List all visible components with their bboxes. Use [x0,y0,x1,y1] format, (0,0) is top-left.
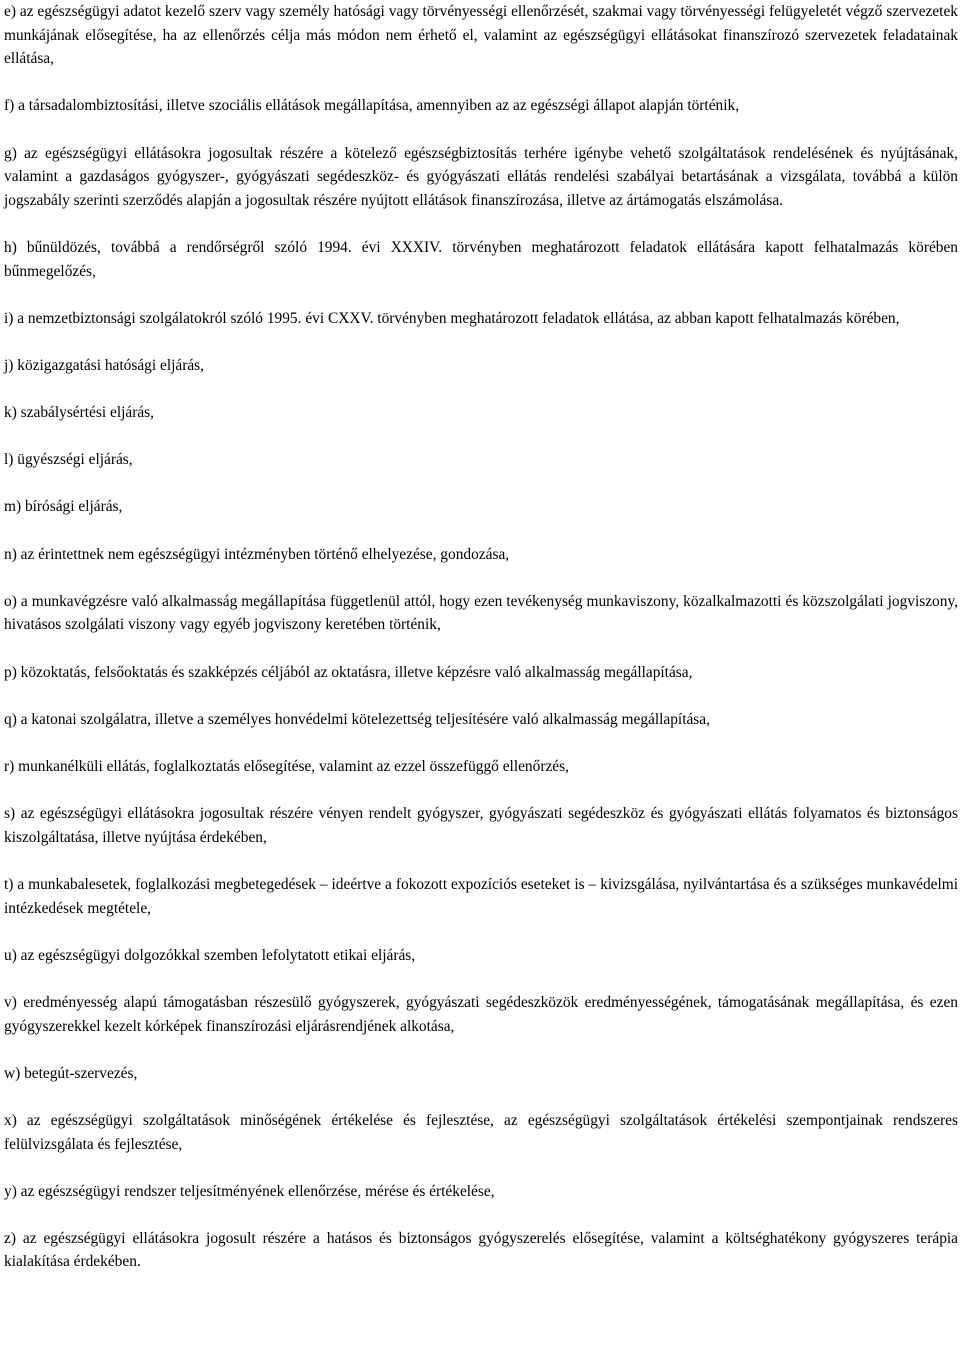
paragraph-h: h) bűnüldözés, továbbá a rendőrségről szóló 1994. évi XXXIV. törvényben meghatározott feladatok ellátására kapott felhatalmazás körében bűnmegelőzés, [4,238,958,280]
document-page [4,0,958,1274]
paragraph-y: y) az egészségügyi rendszer teljesítményének ellenőrzése, mérése és értékelése, [4,1182,495,1200]
paragraph-o: o) a munkavégzésre való alkalmasság megállapítása függetlenül attól, hogy ezen tevékenység munkaviszony, közalkalmazotti és közszolgálati jogviszony, hivatásos szolgálati viszony vagy egyéb jogviszony keretében történik, [4,592,958,634]
paragraph-e: e) az egészségügyi adatot kezelő szerv vagy személy hatósági vagy törvényességi ellenőrzését, szakmai vagy törvényességi felügyeletét végző szervezetek munkájának elősegítése, ha az ellenőrzés célja más módon nem érhető el, valamint az egészségügyi ellátásokat finanszírozó szervezetek feladatainak ellátása, [4,3,958,68]
paragraph-n: n) az érintettnek nem egészségügyi intézményben történő elhelyezése, gondozása, [4,545,510,563]
paragraph-w: w) betegút-szervezés, [4,1064,138,1082]
paragraph-i: i) a nemzetbiztonsági szolgálatokról szóló 1995. évi CXXV. törvényben meghatározott feladatok ellátása, az abban kapott felhatalmazás körében, [4,309,900,327]
paragraph-s: s) az egészségügyi ellátásokra jogosultak részére vényen rendelt gyógyszer, gyógyászati segédeszköz és gyógyászati ellátás folyamatos és biztonságos kiszolgáltatása, illetve nyújtása érdekében, [4,805,958,846]
paragraph-q: q) a katonai szolgálatra, illetve a személyes honvédelmi kötelezettség teljesítésére való alkalmasság megállapítása, [4,710,710,728]
paragraph-f: f) a társadalombiztosítási, illetve szociális ellátások megállapítása, amennyiben az az egészségi állapot alapján történik, [4,97,740,115]
paragraph-l: l) ügyészségi eljárás, [4,451,133,469]
paragraph-r: r) munkanélküli ellátás, foglalkoztatás elősegítése, valamint az ezzel összefüggő ellenőrzés, [4,758,569,775]
paragraph-u: u) az egészségügyi dolgozókkal szemben lefolytatott etikai eljárás, [4,946,416,964]
paragraph-m: m) bírósági eljárás, [4,498,123,516]
paragraph-t: t) a munkabalesetek, foglalkozási megbetegedések – ideértve a fokozott expozíciós eseteket is – kivizsgálása, nyilvántartása és a szükséges munkavédelmi intézkedések megtétele, [4,875,958,917]
paragraph-p: p) közoktatás, felsőoktatás és szakképzés céljából az oktatásra, illetve képzésre való alkalmasság megállapítása, [4,663,693,681]
paragraph-v: v) eredményesség alapú támogatásban részesülő gyógyszerek, gyógyászati segédeszközök eredményességének, támogatásának megállapítása, és ezen gyógyszerekkel kezelt kórképek finanszírozási eljárásrendjének alkotása, [4,993,958,1035]
paragraph-k: k) szabálysértési eljárás, [4,404,154,422]
paragraph-x: x) az egészségügyi szolgáltatások minőségének értékelése és fejlesztése, az egészségügyi szolgáltatások értékelési szempontjainak rendszeres felülvizsgálata és fejlesztése, [4,1111,958,1153]
paragraph-z: z) az egészségügyi ellátásokra jogosult részére a hatásos és biztonságos gyógyszerelés elősegítése, valamint a költséghatékony gyógyszeres terápia kialakítása érdekében. [4,1229,958,1271]
paragraph-j: j) közigazgatási hatósági eljárás, [4,356,204,374]
paragraph-g: g) az egészségügyi ellátásokra jogosultak részére a kötelező egészségbiztosítás terhére igénybe vehető szolgáltatások rendelésének és nyújtásának, valamint a gazdaságos gyógyszer-, gyógyászati segédeszköz- és gyógyászati ellátás rendelési szabályai betartásának a vizsgálata, továbbá a külön jogszabály szerinti szerződés alapján a jogosultak részére nyújtott ellátások finanszírozása, illetve az ártámogatás elszámolása. [4,144,958,209]
